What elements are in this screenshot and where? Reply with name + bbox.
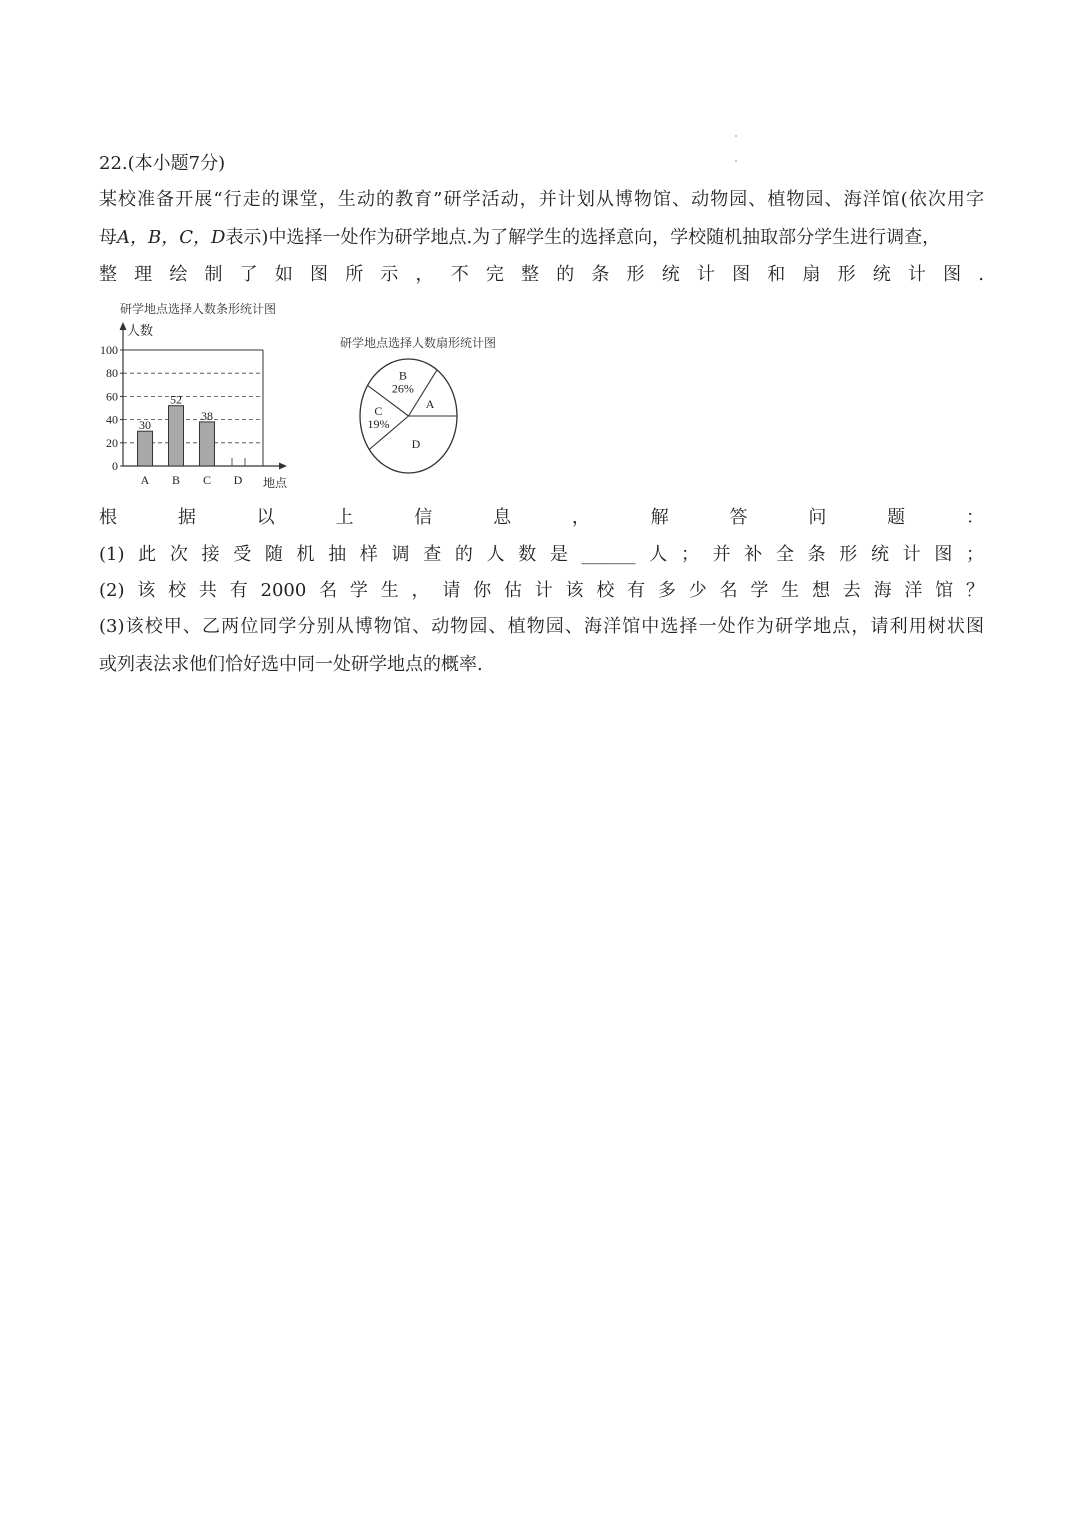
bar-chart-title: 研学地点选择人数条形统计图 xyxy=(120,302,277,316)
bar-A xyxy=(138,431,153,466)
problem-stem-line-3: 整理绘制了如图所示，不完整的条形统计图和扇形统计图. xyxy=(99,264,984,285)
bar-B xyxy=(169,406,184,466)
bar-chart xyxy=(90,316,300,496)
pie-slice-label: D xyxy=(411,437,421,452)
bar-value-label: 30 xyxy=(139,418,151,433)
x-tick-label: D xyxy=(233,473,243,487)
y-axis-arrow xyxy=(120,322,127,330)
question-1: (1)此次接受随机抽样调查的人数是______人；并补全条形统计图； xyxy=(99,544,984,565)
x-tick-label: C xyxy=(202,473,212,487)
x-axis-arrow xyxy=(279,463,287,470)
y-tick-label: 100 xyxy=(100,343,118,357)
pie-chart xyxy=(355,350,467,480)
x-tick-label: A xyxy=(140,473,150,487)
x-axis-title: 地点 xyxy=(263,476,288,490)
y-tick-label: 20 xyxy=(106,435,118,450)
y-tick-label: 60 xyxy=(106,389,118,404)
y-tick-label: 40 xyxy=(106,412,118,427)
x-tick-label: B xyxy=(171,473,181,487)
pie-slice-label: A xyxy=(425,397,435,412)
pie-slice-percent: 26% xyxy=(391,381,414,396)
problem-stem-line-1: 某校准备开展“行走的课堂，生动的教育”研学活动，并计划从博物馆、动物园、植物园、海洋馆(依次用字 xyxy=(99,189,984,210)
question-3-line-1: (3)该校甲、乙两位同学分别从博物馆、动物园、植物园、海洋馆中选择一处作为研学地点，请利用树状图 xyxy=(99,616,984,637)
pie-slice-label: B xyxy=(398,368,407,383)
scan-speck xyxy=(735,135,737,137)
problem-stem-line-2: 母A，B，C，D表示)中选择一处作为研学地点.为了解学生的选择意向，学校随机抽取部分学生进行调查， xyxy=(99,227,941,248)
option-letters: A，B，C，D xyxy=(117,227,226,248)
questions-intro: 根据以上信息，解答问题： xyxy=(99,507,984,528)
y-tick-label: 0 xyxy=(112,459,118,473)
y-tick-label: 80 xyxy=(106,366,118,381)
bar-value-label: 38 xyxy=(201,408,213,423)
problem-number: 22.(本小题7分) xyxy=(99,153,226,174)
pie-slice-label: C xyxy=(374,404,383,419)
pie-chart-title: 研学地点选择人数扇形统计图 xyxy=(340,336,497,350)
question-2: (2)该校共有2000名学生，请你估计该校有多少名学生想去海洋馆？ xyxy=(99,580,984,601)
question-3-line-2: 或列表法求他们恰好选中同一处研学地点的概率. xyxy=(99,654,483,675)
pie-slice-percent: 19% xyxy=(367,417,390,432)
y-axis-title: 人数 xyxy=(127,323,154,338)
bar-C xyxy=(200,422,215,466)
bar-value-label: 52 xyxy=(170,392,182,407)
